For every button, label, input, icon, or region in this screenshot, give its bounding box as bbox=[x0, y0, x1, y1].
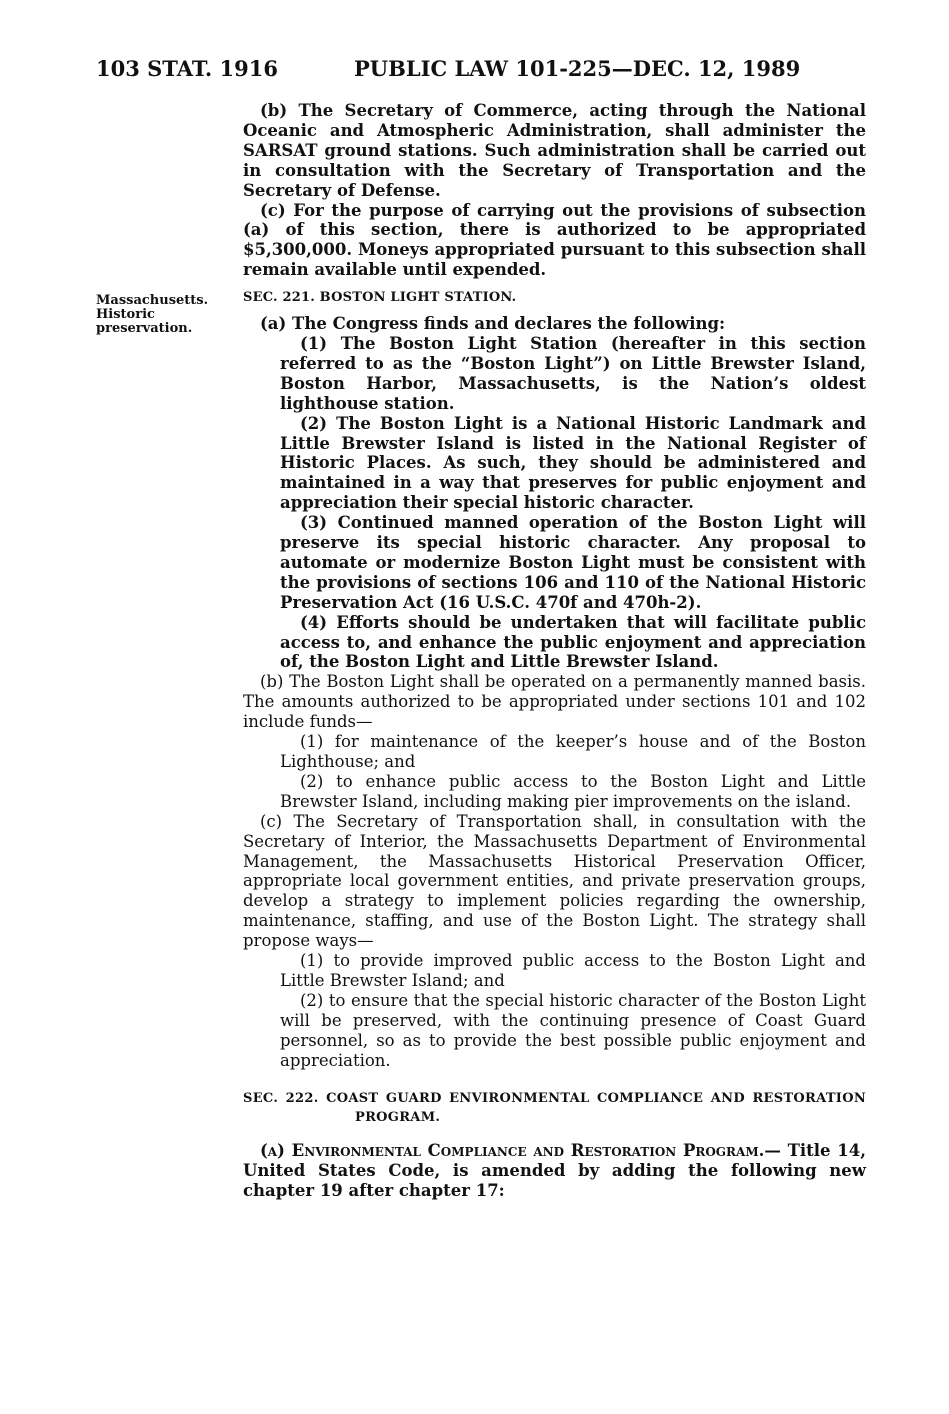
s222-subsection-a bbox=[243, 1141, 866, 1201]
s221-b-item-2: (2) to enhance public access to the Boston Light and Little Brewster Island, including making pier improvements on the island. bbox=[280, 771, 866, 811]
section-222-heading-text: SEC. 222. COAST GUARD ENVIRONMENTAL COMPLIANCE AND RESTORATION PROGRAM. bbox=[243, 1090, 866, 1126]
margin-note-line: preservation. bbox=[96, 321, 193, 336]
s221-a-item-1: (1) The Boston Light Station (hereafter in this section referred to as the “Boston Light”) on Little Brewster Island, Boston Harbor, Massachusetts, is the Nation’s oldest lighthouse station. bbox=[280, 333, 866, 413]
s222-a-text: Title 14, United States Code, is amended by adding the following new chapter 19 after chapter 17: bbox=[243, 1141, 866, 1201]
s221-a-item-2: (2) The Boston Light is a National Historic Landmark and Little Brewster Island is listed in the National Register of Historic Places. As such, they should be administered and maintained in a way that preserves for public enjoyment and appreciation their special historic character. bbox=[280, 413, 866, 513]
document-body bbox=[243, 101, 866, 1201]
s221-subsection-c: (c) The Secretary of Transportation shall, in consultation with the Secretary of Interior, the Massachusetts Department of Environmental Management, the Massachusetts Historical Preservation Officer, appropriate local government entities, and private preservation groups, develop a strategy to implement policies regarding the ownership, maintenance, staffing, and use of the Boston Light. The strategy shall propose ways— bbox=[243, 811, 866, 951]
section-222-heading bbox=[243, 1089, 866, 1129]
paragraph-b: (b) The Secretary of Commerce, acting through the National Oceanic and Atmospheric Administration, shall administer the SARSAT ground stations. Such administration shall be carried out in consultation with the Secretary of Transportation and the Secretary of Defense. bbox=[243, 101, 866, 200]
s221-subsection-b: (b) The Boston Light shall be operated on a permanently manned basis. The amounts authorized to be appropriated under sections 101 and 102 include funds— bbox=[243, 672, 866, 732]
stat-page-number: 103 STAT. 1916 bbox=[96, 56, 278, 81]
s221-b-item-1: (1) for maintenance of the keeper’s house and of the Boston Lighthouse; and bbox=[280, 732, 866, 771]
s221-subsection-a: (a) The Congress finds and declares the following: bbox=[260, 314, 726, 334]
section-221-heading: SEC. 221. BOSTON LIGHT STATION. bbox=[243, 290, 517, 306]
page-header bbox=[96, 56, 876, 86]
paragraph-c: (c) For the purpose of carrying out the provisions of subsection (a) of this section, there is authorized to be appropriated $5,300,000. Moneys appropriated pursuant to this subsection shall remain available until expended. bbox=[243, 200, 866, 280]
s221-c-item-1: (1) to provide improved public access to the Boston Light and Little Brewster Island; and bbox=[280, 951, 866, 990]
s221-a-item-4: (4) Efforts should be undertaken that will facilitate public access to, and enhance the public enjoyment and appreciation of, the Boston Light and Little Brewster Island. bbox=[280, 612, 866, 672]
s222-a-heading: (a) Environmental Compliance and Restoration Program.— bbox=[260, 1141, 781, 1161]
s221-c-item-2: (2) to ensure that the special historic character of the Boston Light will be preserved, with the continuing presence of Coast Guard personnel, so as to provide the best possible public enjoyment and appreciation. bbox=[280, 990, 866, 1070]
s221-a-item-3: (3) Continued manned operation of the Boston Light will preserve its special historic character. Any proposal to automate or modernize Boston Light must be consistent with the provisions of sections 106 and 110 of the National Historic Preservation Act (16 U.S.C. 470f and 470h-2). bbox=[280, 513, 866, 612]
margin-note bbox=[96, 294, 226, 336]
margin-note-line: Historic bbox=[96, 307, 155, 322]
public-law-title: PUBLIC LAW 101-225—DEC. 12, 1989 bbox=[354, 56, 801, 81]
margin-note-line: Massachusetts. bbox=[96, 293, 209, 308]
